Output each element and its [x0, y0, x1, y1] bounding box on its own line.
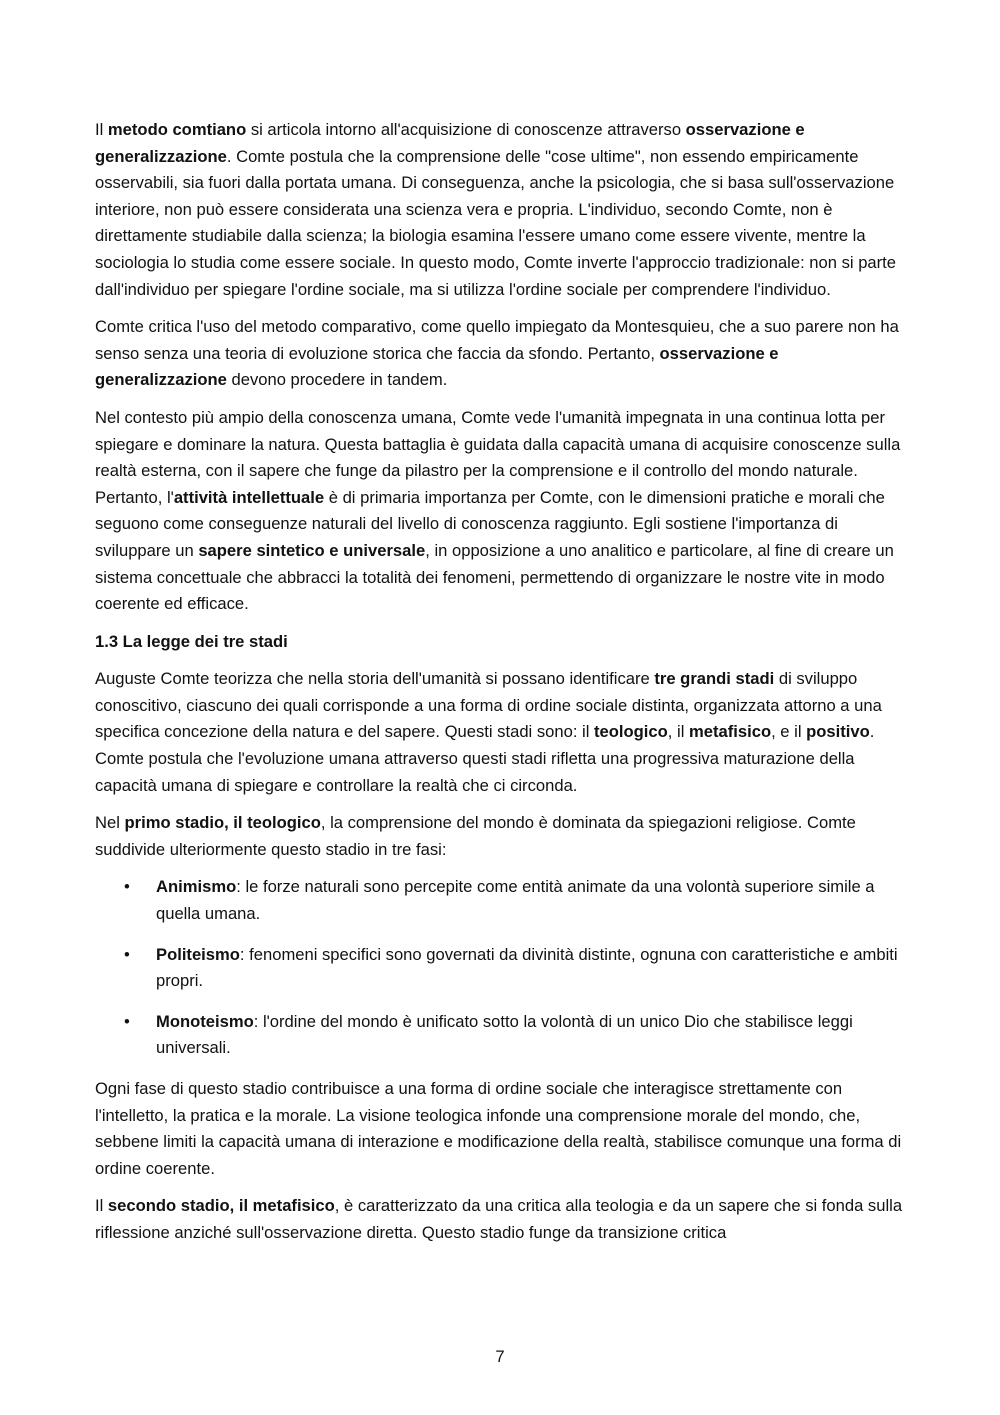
bold-term: Animismo [156, 877, 237, 897]
bold-term: primo stadio, il teologico [124, 813, 321, 833]
document-page [95, 117, 907, 1258]
bold-term: metafisico [689, 722, 772, 742]
paragraph-secondo-stadio: Il secondo stadio, il metafisico, è caratterizzato da una critica alla teologia e da un sapere che si fonda sulla riflessione anziché sull'osservazione diretta. Questo stadio funge da transizione critica [95, 1196, 903, 1242]
paragraph-ordine-sociale: Ogni fase di questo stadio contribuisce a una forma di ordine sociale che interagisce strettamente con l'intelletto, la pratica e la morale. La visione teologica infonde una comprensione morale del mondo, che, sebbene limiti la capacità umana di interazione e modificazione della realtà, stabilisce comunque una forma di ordine coerente. [95, 1079, 902, 1178]
list-item: • Politeismo: fenomeni specifici sono governati da divinità distinte, ognuna con caratteristiche e ambiti propri. [95, 942, 907, 995]
bold-term: tre grandi stadi [654, 669, 775, 689]
bold-term: Monoteismo [156, 1011, 254, 1031]
bold-term: osservazione e generalizzazione [95, 120, 805, 166]
page-number: 7 [495, 1347, 505, 1366]
bold-term: secondo stadio, il metafisico [107, 1196, 335, 1216]
bullet-icon: • [124, 877, 130, 897]
paragraph-tre-stadi: Auguste Comte teorizza che nella storia dell'umanità si possano identificare tre grandi stadi di sviluppo conoscitivo, ciascuno dei quali corrisponde a una forma di ordine sociale distinta, organizzata attorno a una specifica concezione della natura e del sapere. Questi stadi sono: il teologico, il metafisico, e il positivo. Comte postula che l'evoluzione umana attraverso questi stadi rifletta una progressiva maturazione della capacità umana di spiegare e controllare la realtà che ci circonda. [95, 669, 882, 795]
bold-term: metodo comtiano [107, 120, 247, 139]
bold-term: Politeismo [156, 944, 240, 964]
bold-term: teologico [594, 722, 668, 742]
paragraph-primo-stadio: Nel primo stadio, il teologico, la comprensione del mondo è dominata da spiegazioni religiose. Comte suddivide ulteriormente questo stadio in tre fasi: [95, 813, 856, 859]
bold-term: sapere sintetico e universale [198, 540, 426, 560]
paragraph-metodo-comparativo: Comte critica l'uso del metodo comparativo, come quello impiegato da Montesquieu, che a suo parere non ha senso senza una teoria di evoluzione storica che faccia da sfondo. Pertanto, osservazione e generalizzazione devono procedere in tandem. [95, 317, 899, 390]
paragraph-metodo-comtiano: Il metodo comtiano si articola intorno all'acquisizione di conoscenze attraverso osservazione e generalizzazione. Comte postula che la comprensione delle "cose ultime", non essendo empiricamente osservabili, sia fuori dalla portata umana. Di conseguenza, anche la psicologia, che si basa sull'osservazione interiore, non può essere considerata una scienza vera e propria. L'individuo, secondo Comte, non è direttamente studiabile dalla scienza; la biologia esamina l'essere umano come essere vivente, mentre la sociologia lo studia come essere sociale. In questo modo, Comte inverte l'approccio tradizionale: non si parte dall'individuo per spiegare l'ordine sociale, ma si utilizza l'ordine sociale per comprendere l'individuo. [95, 120, 897, 299]
bold-term: positivo [806, 722, 870, 742]
bullet-list [95, 874, 907, 1062]
bold-term: osservazione e generalizzazione [95, 343, 779, 390]
bullet-icon: • [124, 1011, 130, 1031]
paragraph-conoscenza-umana: Nel contesto più ampio della conoscenza umana, Comte vede l'umanità impegnata in una continua lotta per spiegare e dominare la natura. Questa battaglia è guidata dalla capacità umana di acquisire conoscenze sulla realtà esterna, con il sapere che funge da pilastro per la comprensione e il controllo del mondo naturale. Pertanto, l'attività intellettuale è di primaria importanza per Comte, con le dimensioni pratiche e morali che seguono come conseguenze naturali del livello di conoscenza raggiunto. Egli sostiene l'importanza di sviluppare un sapere sintetico e universale, in opposizione a uno analitico e particolare, al fine di creare un sistema concettuale che abbracci la totalità dei fenomeni, permettendo di organizzare le nostre vite in modo coerente ed efficace. [95, 407, 901, 614]
list-item: • Animismo: le forze naturali sono percepite come entità animate da una volontà superiore simile a quella umana. [95, 874, 907, 927]
bullet-icon: • [124, 944, 130, 964]
bold-term: attività intellettuale [173, 487, 325, 507]
list-item: • Monoteismo: l'ordine del mondo è unificato sotto la volontà di un unico Dio che stabilisce leggi universali. [95, 1009, 907, 1062]
section-heading: 1.3 La legge dei tre stadi [95, 631, 288, 651]
